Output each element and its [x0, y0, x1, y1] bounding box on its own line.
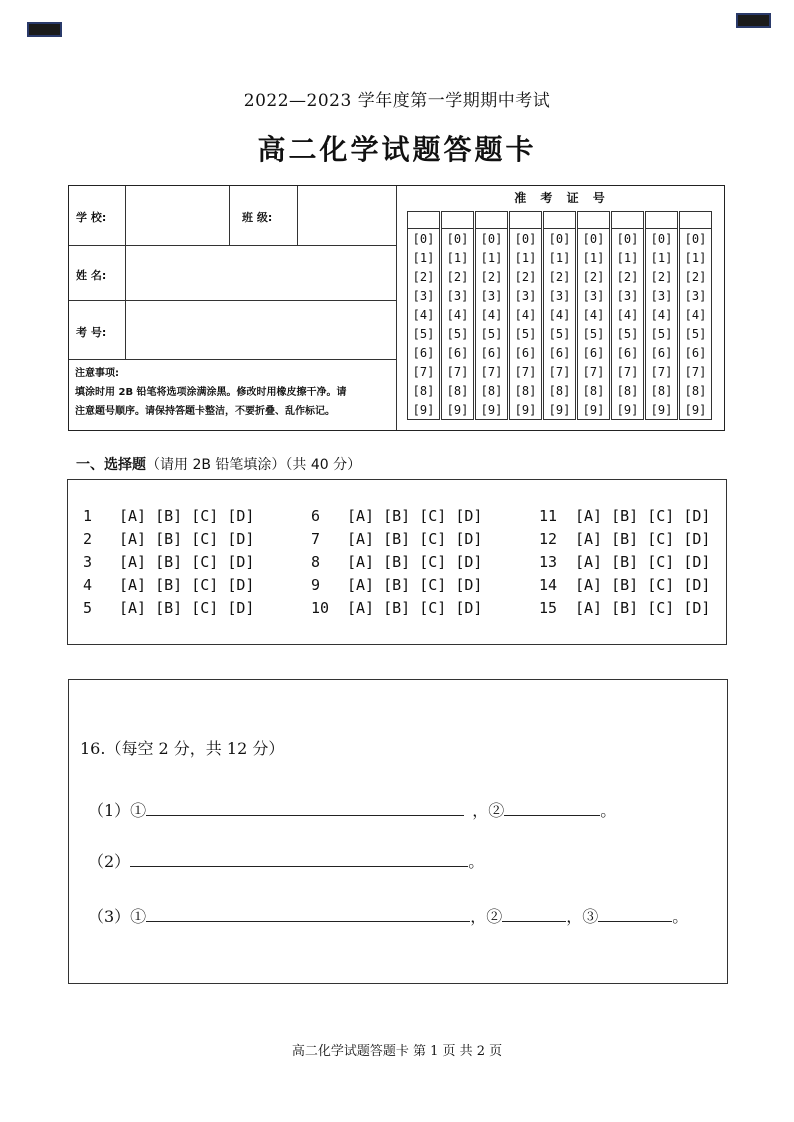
admission-digit-bubbles	[441, 229, 474, 420]
digit-bubble[interactable]: [8]	[446, 384, 469, 398]
digit-bubble[interactable]: [7]	[446, 365, 469, 379]
notes-title: 注意事项:	[75, 368, 119, 379]
digit-bubble[interactable]: [3]	[684, 289, 707, 303]
choice-question-row	[311, 530, 482, 548]
admission-number-column	[441, 211, 474, 420]
choice-question-row	[311, 507, 482, 525]
question-number: 7	[311, 530, 321, 548]
digit-bubble[interactable]: [4]	[548, 308, 571, 322]
notes-line: 填涂时用 2B 铅笔将选项涂满涂黑。修改时用橡皮擦干净。请	[75, 387, 347, 398]
choice-options[interactable]: [A] [B] [C] [D]	[347, 530, 483, 548]
choice-question-row	[539, 576, 710, 594]
admission-digit-write-box[interactable]	[441, 211, 474, 229]
choice-question-row	[83, 599, 254, 617]
digit-bubble[interactable]: [6]	[684, 346, 707, 360]
admission-digit-bubbles	[475, 229, 508, 420]
digit-bubble[interactable]: [9]	[480, 403, 503, 417]
digit-bubble[interactable]: [4]	[650, 308, 673, 322]
choice-options[interactable]: [A] [B] [C] [D]	[347, 507, 483, 525]
digit-bubble[interactable]: [7]	[412, 365, 435, 379]
digit-bubble[interactable]: [8]	[684, 384, 707, 398]
admission-digit-bubbles	[509, 229, 542, 420]
digit-bubble[interactable]: [5]	[548, 327, 571, 341]
choice-question-row	[311, 553, 482, 571]
digit-bubble[interactable]: [7]	[548, 365, 571, 379]
admission-digit-write-box[interactable]	[679, 211, 712, 229]
digit-bubble[interactable]: [6]	[582, 346, 605, 360]
digit-bubble[interactable]: [3]	[548, 289, 571, 303]
choice-options[interactable]: [A] [B] [C] [D]	[575, 599, 711, 617]
choice-options[interactable]: [A] [B] [C] [D]	[119, 507, 255, 525]
digit-bubble[interactable]: [3]	[412, 289, 435, 303]
digit-bubble[interactable]: [9]	[548, 403, 571, 417]
admission-number-column	[611, 211, 644, 420]
admission-digit-write-box[interactable]	[577, 211, 610, 229]
digit-bubble[interactable]: [7]	[684, 365, 707, 379]
digit-bubble[interactable]: [6]	[650, 346, 673, 360]
question-16-part-3	[88, 904, 688, 927]
digit-bubble[interactable]: [0]	[582, 232, 605, 246]
choice-question-row	[83, 553, 254, 571]
digit-bubble[interactable]: [9]	[412, 403, 435, 417]
admission-digit-bubbles	[645, 229, 678, 420]
digit-bubble[interactable]: [0]	[548, 232, 571, 246]
choice-options[interactable]: [A] [B] [C] [D]	[575, 530, 711, 548]
school-label: 学 校:	[76, 211, 107, 224]
digit-bubble[interactable]: [4]	[446, 308, 469, 322]
section-title-note: （请用 2B 铅笔填涂）（共 40 分）	[146, 457, 362, 473]
digit-bubble[interactable]: [9]	[684, 403, 707, 417]
digit-bubble[interactable]: [1]	[412, 251, 435, 265]
choice-options[interactable]: [A] [B] [C] [D]	[119, 530, 255, 548]
digit-bubble[interactable]: [3]	[582, 289, 605, 303]
registration-mark-left	[27, 22, 62, 37]
question-number: 9	[311, 576, 321, 594]
digit-bubble[interactable]: [1]	[616, 251, 639, 265]
digit-bubble[interactable]: [0]	[514, 232, 537, 246]
digit-bubble[interactable]: [6]	[548, 346, 571, 360]
part-label: （1）①	[88, 801, 147, 820]
question-number: 10	[311, 599, 330, 617]
choice-question-row	[539, 599, 710, 617]
digit-bubble[interactable]: [6]	[446, 346, 469, 360]
digit-bubble[interactable]: [4]	[582, 308, 605, 322]
choice-options[interactable]: [A] [B] [C] [D]	[575, 553, 711, 571]
digit-bubble[interactable]: [4]	[480, 308, 503, 322]
admission-digit-bubbles	[611, 229, 644, 420]
question-number: 5	[83, 599, 93, 617]
admission-digit-write-box[interactable]	[475, 211, 508, 229]
digit-bubble[interactable]: [2]	[684, 270, 707, 284]
digit-bubble[interactable]: [3]	[514, 289, 537, 303]
digit-bubble[interactable]: [9]	[514, 403, 537, 417]
page-title: 高二化学试题答题卡	[257, 133, 537, 166]
period: 。	[468, 852, 485, 871]
period: 。	[672, 907, 689, 926]
part-label: （2）	[88, 852, 131, 871]
digit-bubble[interactable]: [5]	[412, 327, 435, 341]
choice-question-row	[539, 553, 710, 571]
choice-options[interactable]: [A] [B] [C] [D]	[119, 576, 255, 594]
answer-blank[interactable]	[598, 905, 672, 922]
answer-blank[interactable]	[146, 905, 470, 922]
digit-bubble[interactable]: [1]	[446, 251, 469, 265]
answer-blank[interactable]	[502, 905, 566, 922]
question-16-heading: 16.（每空 2 分，共 12 分）	[80, 739, 285, 758]
answer-blank[interactable]	[130, 850, 468, 867]
digit-bubble[interactable]: [8]	[548, 384, 571, 398]
digit-bubble[interactable]: [0]	[684, 232, 707, 246]
digit-bubble[interactable]: [7]	[480, 365, 503, 379]
admission-digit-write-box[interactable]	[509, 211, 542, 229]
question-number: 14	[539, 576, 558, 594]
admission-digit-write-box[interactable]	[611, 211, 644, 229]
digit-bubble[interactable]: [8]	[650, 384, 673, 398]
digit-bubble[interactable]: [5]	[480, 327, 503, 341]
choice-question-row	[83, 507, 254, 525]
digit-bubble[interactable]: [1]	[684, 251, 707, 265]
choice-question-row	[83, 530, 254, 548]
notes	[75, 364, 393, 421]
digit-bubble[interactable]: [8]	[412, 384, 435, 398]
period: 。	[600, 801, 617, 820]
admission-number-column	[543, 211, 576, 420]
digit-bubble[interactable]: [2]	[548, 270, 571, 284]
digit-bubble[interactable]: [1]	[582, 251, 605, 265]
choice-question-row	[311, 576, 482, 594]
digit-bubble[interactable]: [1]	[650, 251, 673, 265]
admission-number-column	[679, 211, 712, 420]
question-number: 6	[311, 507, 321, 525]
digit-bubble[interactable]: [2]	[582, 270, 605, 284]
digit-bubble[interactable]: [0]	[412, 232, 435, 246]
admission-digit-bubbles	[543, 229, 576, 420]
digit-bubble[interactable]: [8]	[616, 384, 639, 398]
question-number: 2	[83, 530, 93, 548]
admission-digit-write-box[interactable]	[407, 211, 440, 229]
exam-number-label: 考 号:	[76, 326, 107, 339]
admission-number-column	[509, 211, 542, 420]
digit-bubble[interactable]: [9]	[616, 403, 639, 417]
question-number: 8	[311, 553, 321, 571]
digit-bubble[interactable]: [2]	[514, 270, 537, 284]
question-16-part-1	[88, 798, 616, 821]
admission-digit-bubbles	[679, 229, 712, 420]
separator: ，②	[470, 907, 503, 926]
notes-line: 注意题号顺序。请保持答题卡整洁，不要折叠、乱作标记。	[75, 406, 335, 417]
multiple-choice-box	[67, 479, 727, 645]
question-number: 1	[83, 507, 93, 525]
digit-bubble[interactable]: [0]	[446, 232, 469, 246]
digit-bubble[interactable]: [0]	[650, 232, 673, 246]
digit-bubble[interactable]: [9]	[650, 403, 673, 417]
digit-bubble[interactable]: [0]	[480, 232, 503, 246]
choice-options[interactable]: [A] [B] [C] [D]	[575, 507, 711, 525]
choice-options[interactable]: [A] [B] [C] [D]	[347, 576, 483, 594]
digit-bubble[interactable]: [2]	[650, 270, 673, 284]
admission-number-column	[645, 211, 678, 420]
class-label: 班 级:	[242, 211, 273, 224]
digit-bubble[interactable]: [8]	[480, 384, 503, 398]
digit-bubble[interactable]: [9]	[582, 403, 605, 417]
digit-bubble[interactable]: [5]	[616, 327, 639, 341]
digit-bubble[interactable]: [2]	[446, 270, 469, 284]
digit-bubble[interactable]: [7]	[514, 365, 537, 379]
digit-bubble[interactable]: [8]	[582, 384, 605, 398]
admission-number-column	[407, 211, 440, 420]
choice-options[interactable]: [A] [B] [C] [D]	[119, 553, 255, 571]
answer-blank[interactable]	[504, 799, 600, 816]
admission-digit-bubbles	[407, 229, 440, 420]
question-number: 4	[83, 576, 93, 594]
digit-bubble[interactable]: [4]	[514, 308, 537, 322]
question-number: 13	[539, 553, 558, 571]
digit-bubble[interactable]: [6]	[480, 346, 503, 360]
section-title-text: 一、选择题	[76, 457, 146, 473]
separator: ，③	[566, 907, 599, 926]
digit-bubble[interactable]: [3]	[480, 289, 503, 303]
digit-bubble[interactable]: [3]	[446, 289, 469, 303]
exam-subtitle: 2022—2023 学年度第一学期期中考试	[243, 91, 551, 111]
digit-bubble[interactable]: [9]	[446, 403, 469, 417]
choice-options[interactable]: [A] [B] [C] [D]	[347, 553, 483, 571]
digit-bubble[interactable]: [4]	[616, 308, 639, 322]
separator: ，②	[472, 801, 505, 820]
choice-question-row	[83, 576, 254, 594]
digit-bubble[interactable]: [7]	[616, 365, 639, 379]
student-info-box	[68, 185, 725, 431]
question-16-box	[68, 679, 728, 984]
question-number: 15	[539, 599, 558, 617]
digit-bubble[interactable]: [5]	[446, 327, 469, 341]
admission-digit-bubbles	[577, 229, 610, 420]
admission-number-column	[475, 211, 508, 420]
section-title	[76, 454, 361, 474]
choice-options[interactable]: [A] [B] [C] [D]	[347, 599, 483, 617]
digit-bubble[interactable]: [1]	[514, 251, 537, 265]
digit-bubble[interactable]: [5]	[650, 327, 673, 341]
choice-options[interactable]: [A] [B] [C] [D]	[119, 599, 255, 617]
digit-bubble[interactable]: [7]	[582, 365, 605, 379]
digit-bubble[interactable]: [2]	[480, 270, 503, 284]
digit-bubble[interactable]: [5]	[514, 327, 537, 341]
answer-blank[interactable]	[146, 799, 464, 816]
question-number: 12	[539, 530, 558, 548]
digit-bubble[interactable]: [1]	[480, 251, 503, 265]
digit-bubble[interactable]: [1]	[548, 251, 571, 265]
digit-bubble[interactable]: [2]	[616, 270, 639, 284]
admission-number-title: 准 考 证 号	[514, 191, 610, 205]
admission-digit-write-box[interactable]	[645, 211, 678, 229]
choice-question-row	[311, 599, 482, 617]
digit-bubble[interactable]: [6]	[412, 346, 435, 360]
digit-bubble[interactable]: [5]	[582, 327, 605, 341]
question-number: 3	[83, 553, 93, 571]
admission-digit-write-box[interactable]	[543, 211, 576, 229]
admission-number-column	[577, 211, 610, 420]
part-label: （3）①	[88, 907, 147, 926]
digit-bubble[interactable]: [4]	[412, 308, 435, 322]
name-label: 姓 名:	[76, 269, 107, 282]
digit-bubble[interactable]: [4]	[684, 308, 707, 322]
choice-question-row	[539, 530, 710, 548]
choice-options[interactable]: [A] [B] [C] [D]	[575, 576, 711, 594]
digit-bubble[interactable]: [3]	[616, 289, 639, 303]
question-number: 11	[539, 507, 558, 525]
digit-bubble[interactable]: [6]	[616, 346, 639, 360]
digit-bubble[interactable]: [7]	[650, 365, 673, 379]
digit-bubble[interactable]: [2]	[412, 270, 435, 284]
registration-mark-right	[736, 13, 771, 28]
digit-bubble[interactable]: [6]	[514, 346, 537, 360]
digit-bubble[interactable]: [5]	[684, 327, 707, 341]
digit-bubble[interactable]: [3]	[650, 289, 673, 303]
page-footer: 高二化学试题答题卡 第 1 页 共 2 页	[291, 1044, 503, 1059]
digit-bubble[interactable]: [8]	[514, 384, 537, 398]
choice-question-row	[539, 507, 710, 525]
question-16-part-2	[88, 849, 484, 872]
digit-bubble[interactable]: [0]	[616, 232, 639, 246]
